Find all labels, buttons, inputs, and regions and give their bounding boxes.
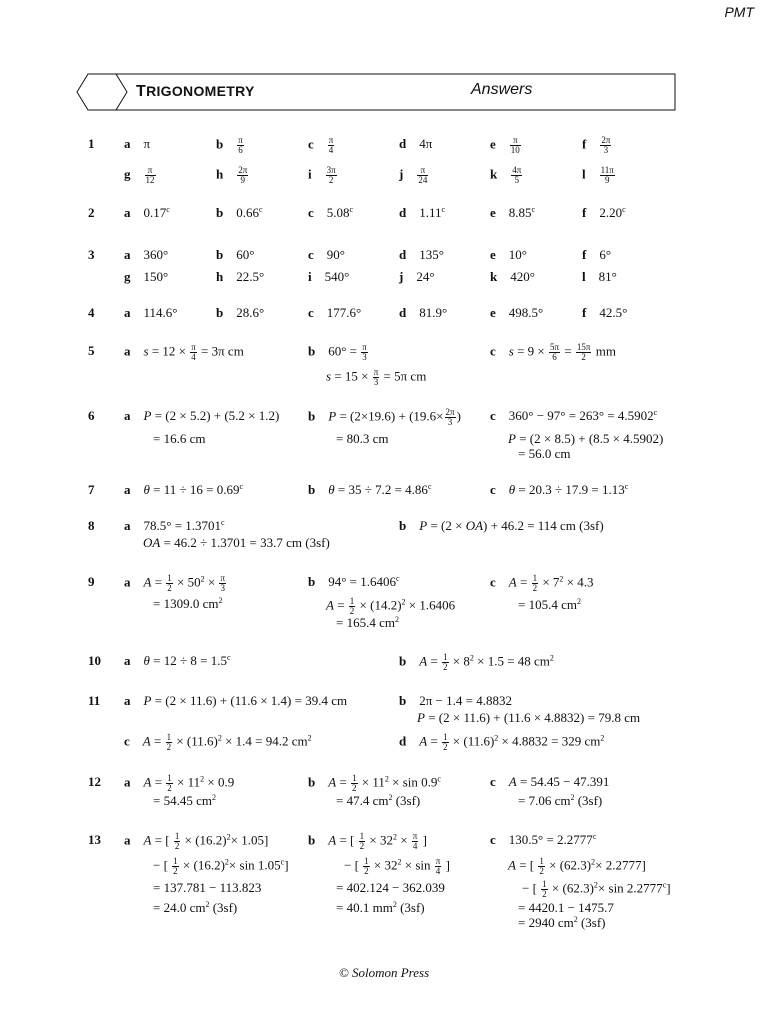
q6-part-a-line2: = 16.6 cm bbox=[153, 431, 206, 446]
q2-part-c: c 5.08$^c$ bbox=[308, 205, 354, 220]
q9-part-c-line2: = 105.4 $cm^2$ bbox=[518, 597, 581, 612]
q1-part-b: b $\frac{\pi}{6}$ bbox=[216, 135, 243, 155]
q1-part-d: d 4π bbox=[399, 136, 433, 151]
q6-part-c-line3: = 56.0 cm bbox=[518, 446, 571, 461]
chapter-title: TRIGONOMETRY bbox=[136, 83, 255, 100]
q1-part-k: k $\frac{4\pi}{5}$ bbox=[490, 165, 522, 185]
q4-part-d: d 81.9° bbox=[399, 305, 448, 320]
question-number: 3 bbox=[88, 247, 95, 262]
q4-part-e: e 498.5° bbox=[490, 305, 544, 320]
page-tag: PMT bbox=[724, 4, 754, 20]
q13-part-c-line4: = 4420.1 − 1475.7 bbox=[518, 900, 614, 915]
q13-part-b-line4: = 40.1 $mm^2$ (3sf) bbox=[336, 900, 425, 915]
q13-part-c-line2: A = [ $\frac{1}{2}$ × $(62.3)^2\times 2.2777$] bbox=[508, 856, 646, 876]
q1-part-c: c $\frac{\pi}{4}$ bbox=[308, 135, 334, 155]
q8-part-a: a 78.5° = 1.3701$^c$ bbox=[124, 518, 225, 533]
q3-part-i: i 540° bbox=[308, 269, 350, 284]
q1-part-j: j $\frac{\pi}{24}$ bbox=[399, 165, 428, 185]
question-number: 13 bbox=[88, 832, 101, 847]
q1-part-l: l $\frac{11\pi}{9}$ bbox=[582, 165, 614, 185]
q7-part-b: b θ = 35 ÷ 7.2 = 4.86$^c$ bbox=[308, 482, 432, 497]
q3-part-c: c 90° bbox=[308, 247, 345, 262]
q3-part-e: e 10° bbox=[490, 247, 527, 262]
question-number: 1 bbox=[88, 136, 95, 151]
q13-part-a: a A = [ $\frac{1}{2}$ × $(16.2)^2\times 1.05$] bbox=[124, 831, 269, 851]
q3-part-l: l 81° bbox=[582, 269, 617, 284]
q1-part-a: a π bbox=[124, 136, 151, 151]
q5-part-b: b 60° = $\frac{\pi}{3}$ bbox=[308, 342, 367, 362]
q10-part-a: a θ = 12 ÷ 8 = 1.5$^c$ bbox=[124, 653, 231, 668]
q6-part-c-line2: P = (2 × 8.5) + (8.5 × 4.5902) bbox=[508, 431, 664, 446]
q3-part-b: b 60° bbox=[216, 247, 255, 262]
q13-part-b-line2: − [ $\frac{1}{2}$ × $32^2 \times \sin$ $\frac{\pi}{4}$ ] bbox=[344, 856, 450, 876]
q13-part-c-line5: = 2940 $cm^2$ (3sf) bbox=[518, 915, 606, 930]
q1-part-g: g $\frac{\pi}{12}$ bbox=[124, 165, 155, 185]
q4-part-f: f 42.5° bbox=[582, 305, 628, 320]
q8-part-a-line2: OA = 46.2 ÷ 1.3701 = 33.7 cm (3sf) bbox=[143, 535, 330, 550]
question-number: 2 bbox=[88, 205, 95, 220]
q2-part-d: d 1.11$^c$ bbox=[399, 205, 446, 220]
question-number: 5 bbox=[88, 343, 95, 358]
q11-part-a: a P = (2 × 11.6) + (11.6 × 1.4) = 39.4 cm bbox=[124, 693, 348, 708]
question-number: 9 bbox=[88, 574, 95, 589]
q6-part-a: a P = (2 × 5.2) + (5.2 × 1.2) bbox=[124, 408, 280, 423]
q1-part-i: i $\frac{3\pi}{2}$ bbox=[308, 165, 336, 185]
q3-part-h: h 22.5° bbox=[216, 269, 265, 284]
q6-part-c: c 360° − 97° = 263° = 4.5902$^c$ bbox=[490, 408, 658, 423]
answers-heading: Answers bbox=[471, 81, 533, 98]
chapter-banner bbox=[76, 73, 676, 111]
q5-part-a: a s = 12 × $\frac{\pi}{4}$ = 3π cm bbox=[124, 342, 244, 362]
q11-part-d: d A = $\frac{1}{2}$ × $(11.6)^2 \times 4.8832 = 329$ $cm^2$ bbox=[399, 732, 605, 752]
q9-part-b-line2: A = $\frac{1}{2}$ × $(14.2)^2 \times 1.6406$ bbox=[326, 596, 456, 616]
q13-part-a-line3: = 137.781 − 113.823 bbox=[153, 880, 262, 895]
q2-part-e: e 8.85$^c$ bbox=[490, 205, 536, 220]
q5-part-c: c s = 9 × $\frac{5\pi}{6}$ = $\frac{15\pi}{2}$ mm bbox=[490, 342, 616, 362]
q3-part-f: f 6° bbox=[582, 247, 612, 262]
q4-part-c: c 177.6° bbox=[308, 305, 362, 320]
q1-part-f: f $\frac{2\pi}{3}$ bbox=[582, 135, 611, 155]
q12-part-a-line2: = 54.45 $cm^2$ bbox=[153, 793, 216, 808]
q13-part-b: b A = [ $\frac{1}{2}$ × $32^2$ × $\frac{\pi}{4}$ ] bbox=[308, 831, 427, 851]
q4-part-b: b 28.6° bbox=[216, 305, 265, 320]
q10-part-b: b A = $\frac{1}{2}$ × $8^2 \times 1.5 = 48$ $cm^2$ bbox=[399, 652, 554, 672]
q6-part-b-line2: = 80.3 cm bbox=[336, 431, 389, 446]
q7-part-c: c θ = 20.3 ÷ 17.9 = 1.13$^c$ bbox=[490, 482, 629, 497]
q5-part-b-line2: s = 15 × $\frac{\pi}{3}$ = 5π cm bbox=[326, 367, 427, 387]
q12-part-b-line2: = 47.4 $cm^2$ (3sf) bbox=[336, 793, 421, 808]
question-number: 8 bbox=[88, 518, 95, 533]
question-number: 12 bbox=[88, 774, 101, 789]
question-number: 4 bbox=[88, 305, 95, 320]
q13-part-a-line2: − [ $\frac{1}{2}$ × $(16.2)^2\times \sin 1.05^c$] bbox=[153, 856, 289, 876]
q1-part-e: e $\frac{\pi}{10}$ bbox=[490, 135, 520, 155]
q1-part-h: h $\frac{2\pi}{9}$ bbox=[216, 165, 248, 185]
q11-part-b-line2: P = (2 × 11.6) + (11.6 × 4.8832) = 79.8 cm bbox=[417, 710, 641, 725]
question-number: 7 bbox=[88, 482, 95, 497]
q6-part-b: b P = (2×19.6) + (19.6× $\frac{2\pi}{3}$ ) bbox=[308, 407, 461, 427]
q3-part-a: a 360° bbox=[124, 247, 169, 262]
q3-part-j: j 24° bbox=[399, 269, 435, 284]
q12-part-c: c A = 54.45 − 47.391 bbox=[490, 774, 610, 789]
q9-part-a-line2: = 1309.0 $cm^2$ bbox=[153, 596, 223, 611]
q9-part-a: a A = $\frac{1}{2}$ × $50^2$ × $\frac{\pi}{3}$ bbox=[124, 573, 226, 593]
q3-part-g: g 150° bbox=[124, 269, 169, 284]
q12-part-a: a A = $\frac{1}{2}$ × $11^2 \times 0.9$ bbox=[124, 773, 235, 793]
q7-part-a: a θ = 11 ÷ 16 = 0.69$^c$ bbox=[124, 482, 244, 497]
q13-part-a-line4: = 24.0 $cm^2$ (3sf) bbox=[153, 900, 238, 915]
q2-part-f: f 2.20$^c$ bbox=[582, 205, 626, 220]
q13-part-c: c 130.5° = 2.2777$^c$ bbox=[490, 832, 597, 847]
q8-part-b: b P = (2 × OA) + 46.2 = 114 cm (3sf) bbox=[399, 518, 604, 533]
question-number: 6 bbox=[88, 408, 95, 423]
q9-part-b: b 94° = 1.6406$^c$ bbox=[308, 574, 400, 589]
q9-part-c: c A = $\frac{1}{2}$ × $7^2 \times 4.3$ bbox=[490, 573, 594, 593]
q11-part-b: b 2π − 1.4 = 4.8832 bbox=[399, 693, 512, 708]
q12-part-b: b A = $\frac{1}{2}$ × $11^2 \times \sin 0.9^c$ bbox=[308, 773, 441, 793]
q12-part-c-line2: = 7.06 $cm^2$ (3sf) bbox=[518, 793, 603, 808]
q2-part-b: b 0.66$^c$ bbox=[216, 205, 263, 220]
q13-part-b-line3: = 402.124 − 362.039 bbox=[336, 880, 445, 895]
question-number: 11 bbox=[88, 693, 101, 708]
footer-copyright: © Solomon Press bbox=[338, 965, 430, 980]
question-number: 10 bbox=[88, 653, 101, 668]
q4-part-a: a 114.6° bbox=[124, 305, 178, 320]
q3-part-d: d 135° bbox=[399, 247, 444, 262]
q13-part-c-line3: − [ $\frac{1}{2}$ × $(62.3)^2\times \sin 2.2777^c$] bbox=[522, 879, 671, 899]
q2-part-a: a 0.17$^c$ bbox=[124, 205, 170, 220]
q9-part-b-line3: = 165.4 $cm^2$ bbox=[336, 615, 399, 630]
q3-part-k: k 420° bbox=[490, 269, 535, 284]
q11-part-c: c A = $\frac{1}{2}$ × $(11.6)^2 \times 1.4 = 94.2$ $cm^2$ bbox=[124, 732, 312, 752]
